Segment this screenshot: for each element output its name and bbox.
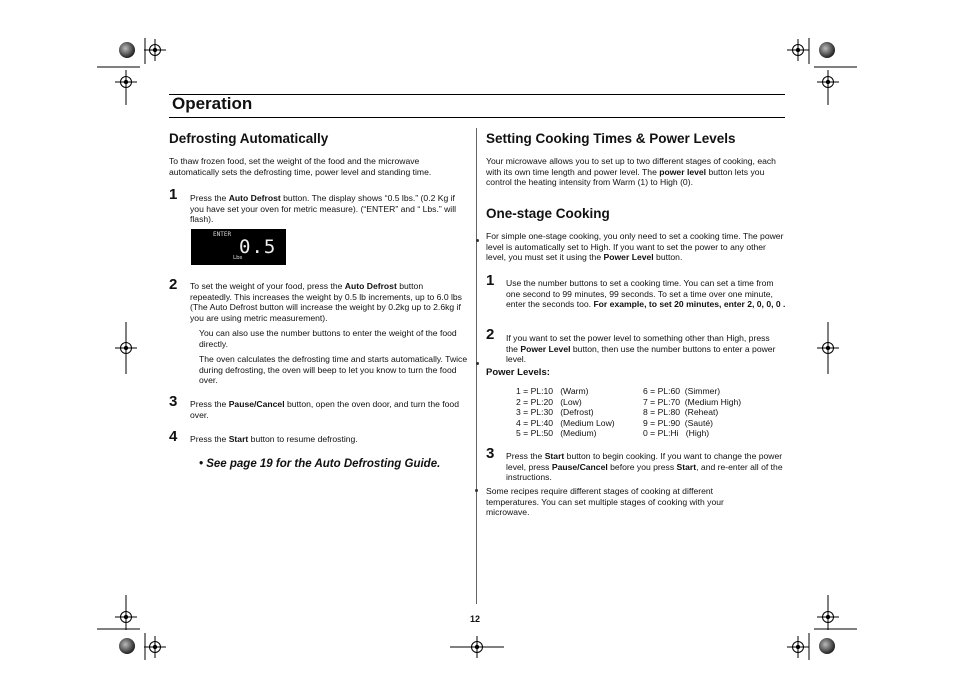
- lcd-display: [191, 229, 286, 265]
- one-stage-intro: For simple one-stage cooking, you only need to set a cooking time. The power level is automatically set to High. If you want to set the power to any other level, you must set it using the Power Level button.: [486, 231, 784, 263]
- power-levels-label: Power Levels:: [486, 367, 550, 378]
- power-level-item: 8 = PL:80 (Reheat): [643, 407, 719, 418]
- defrost-step-3: Press the Pause/Cancel button, open the oven door, and turn the food over.: [190, 399, 459, 420]
- multi-stage-note: Some recipes require different stages of cooking at different temperatures. You can set multiple stages of cooking with your microwave.: [486, 486, 724, 518]
- power-level-item: 2 = PL:20 (Low): [516, 396, 582, 407]
- defrost-extra-2: The oven calculates the defrosting time and starts automatically. Twice during defrosting, the oven will beep to let you know to turn the food over.: [199, 354, 468, 386]
- step-number: 4: [169, 428, 178, 445]
- column-divider: [476, 128, 477, 604]
- step-number: 2: [169, 276, 178, 293]
- defrost-step-2: To set the weight of your food, press the Auto Defrost button repeatedly. This increases the weight by 0.5 lb increments, up to 6.0 lbs (The Auto Defrost button will increase the weight by 0.2kg up to 2.6kg if you are using metric measurement).: [190, 281, 462, 323]
- page-number: 12: [470, 614, 481, 624]
- power-levels-left: [516, 386, 615, 439]
- margin-dot: [476, 362, 479, 365]
- power-levels-right: [643, 386, 741, 439]
- defrost-heading: Defrosting Automatically: [169, 131, 329, 146]
- step-number: 3: [169, 393, 178, 410]
- bullet-dot: [475, 489, 478, 492]
- defrost-extra-1: You can also use the number buttons to enter the weight of the food directly.: [199, 328, 457, 349]
- defrost-intro: To thaw frozen food, set the weight of the food and the microwave automatically sets the defrosting time, power level and standing time.: [169, 156, 432, 177]
- display-value: 0.5: [239, 236, 277, 258]
- power-level-item: 3 = PL:30 (Defrost): [516, 407, 594, 418]
- display-unit: Lbs: [233, 255, 243, 261]
- power-level-item: 9 = PL:90 (Sauté): [643, 417, 713, 428]
- power-level-item: 1 = PL:10 (Warm): [516, 386, 589, 396]
- defrost-guide-note: • See page 19 for the Auto Defrosting Guide.: [199, 458, 441, 470]
- power-level-item: 4 = PL:40 (Medium Low): [516, 417, 615, 428]
- defrost-step-1: Press the Auto Defrost button. The display shows “0.5 lbs.” (0.2 Kg if you have set your oven for metric measure). (“ENTER” and “ Lbs.” will flash).: [190, 193, 457, 225]
- power-level-item: 7 = PL:70 (Medium High): [643, 396, 742, 407]
- defrost-step-4: Press the Start button to resume defrosting.: [190, 434, 358, 444]
- one-stage-step-3: Press the Start button to begin cooking. If you want to change the power level, press Pause/Cancel before you press Start, and re-enter all of the instructions.: [506, 451, 783, 483]
- power-level-item: 6 = PL:60 (Simmer): [643, 386, 721, 396]
- header-top-rule: [169, 94, 785, 95]
- header-bottom-rule: [169, 117, 785, 118]
- power-level-item: 0 = PL:Hi (High): [643, 428, 710, 439]
- one-stage-step-1: Use the number buttons to set a cooking time. You can set a time from one second to 99 minutes, 99 seconds. To set a time over one minute, enter the seconds too. For example, to set 20 minutes, enter 2, 0, 0, 0 .: [506, 278, 786, 310]
- margin-dot: [476, 239, 479, 242]
- step-number: 2: [486, 326, 495, 343]
- step-number: 1: [486, 272, 495, 289]
- display-enter-label: ENTER: [213, 231, 232, 238]
- step-number: 1: [169, 186, 178, 203]
- cooking-times-heading: Setting Cooking Times & Power Levels: [486, 131, 736, 146]
- cooking-times-intro: Your microwave allows you to set up to two different stages of cooking, each with its own time length and power level. The power level button lets you control the heating intensity from Warm (1) to High (0).: [486, 156, 776, 188]
- one-stage-heading: One-stage Cooking: [486, 206, 610, 221]
- one-stage-step-2: If you want to set the power level to something other than High, press the Power Level button, then use the number buttons to enter a power level.: [506, 333, 776, 365]
- power-level-item: 5 = PL:50 (Medium): [516, 428, 597, 439]
- page-title: Operation: [172, 94, 253, 113]
- step-number: 3: [486, 445, 495, 462]
